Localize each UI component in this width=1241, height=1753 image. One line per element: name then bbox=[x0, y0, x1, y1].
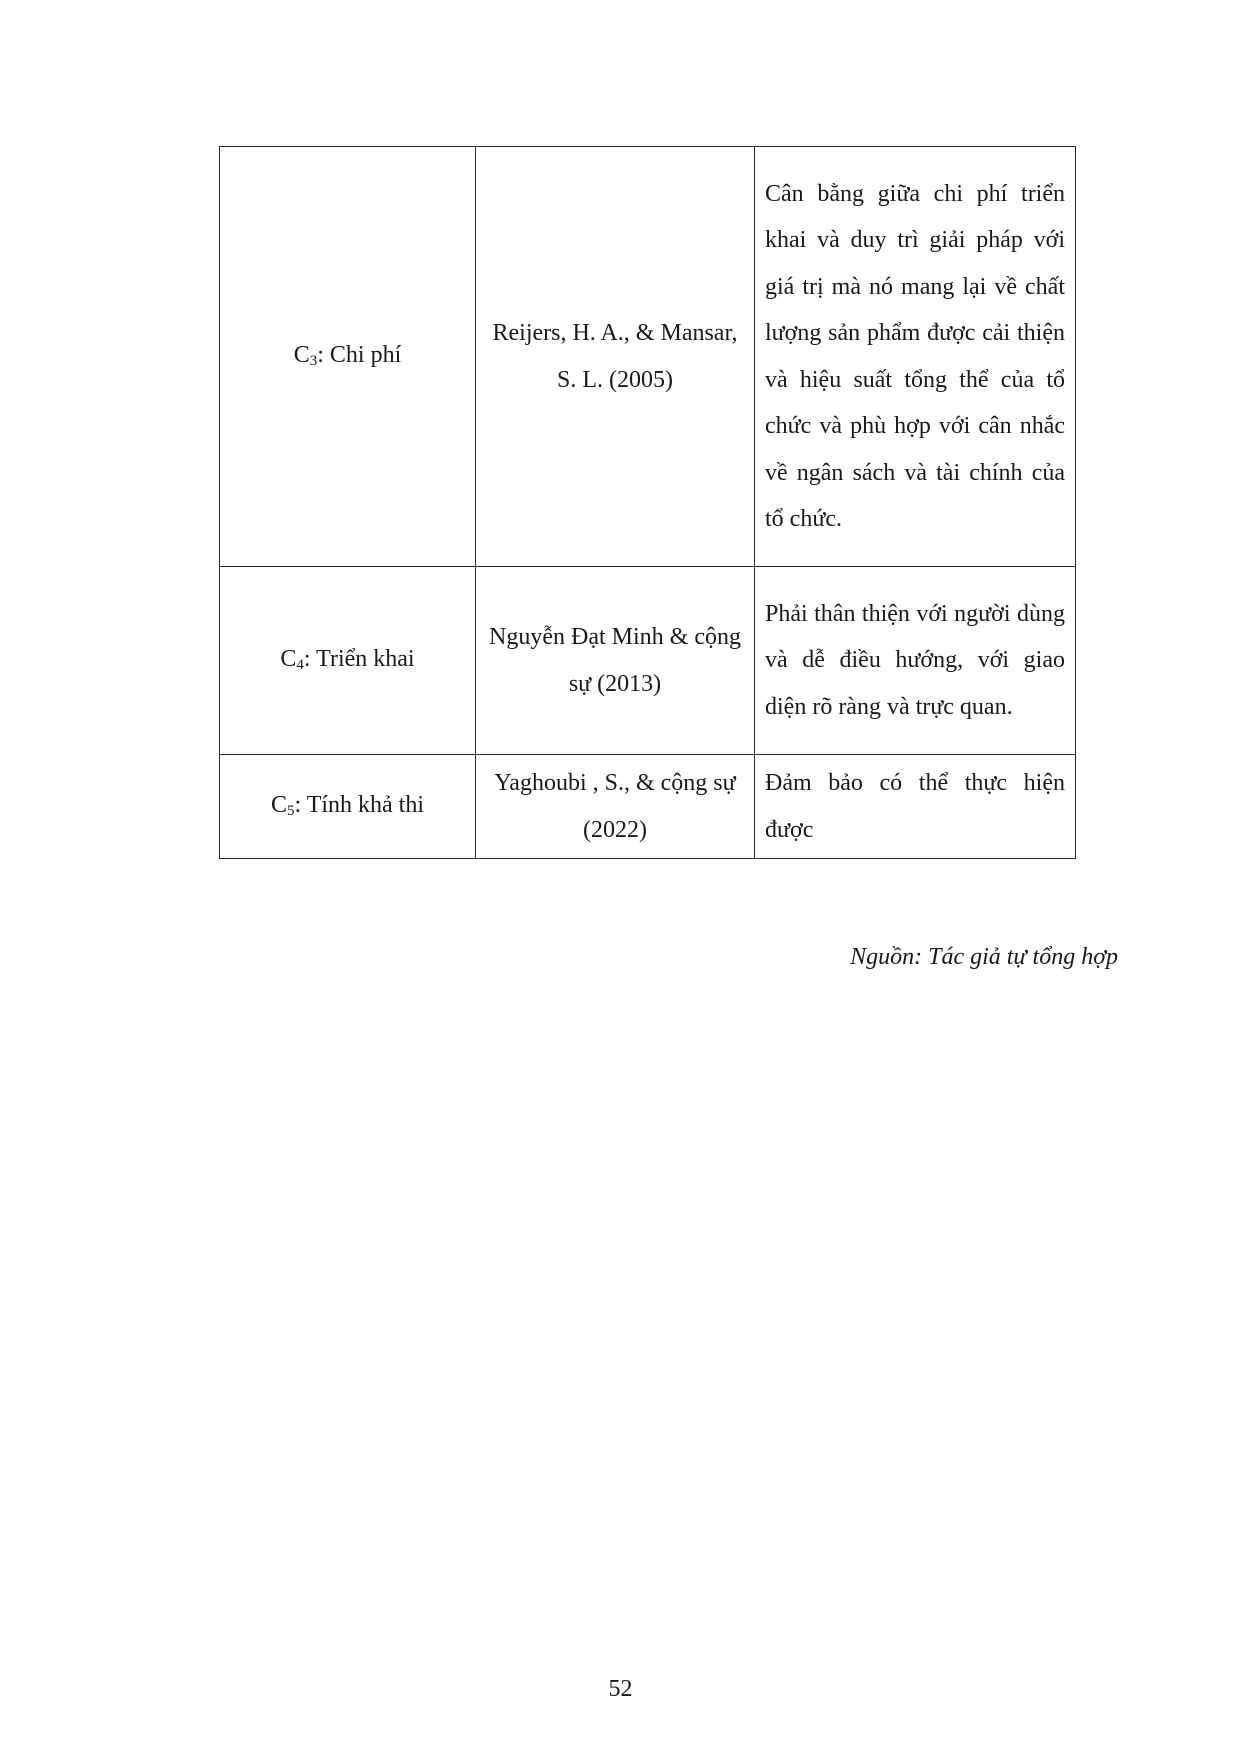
criterion-prefix: C bbox=[280, 645, 297, 672]
source-note: Nguồn: Tác giả tự tổng hợp bbox=[850, 944, 1118, 970]
source-cell: Reijers, H. A., & Mansar, S. L. (2005) bbox=[476, 147, 755, 567]
criterion-cell bbox=[220, 755, 476, 859]
criteria-table bbox=[219, 146, 1076, 859]
description-cell: Đảm bảo có thể thực hiện được bbox=[755, 755, 1076, 859]
criterion-index: 4 bbox=[296, 656, 304, 673]
criterion-index: 5 bbox=[286, 802, 295, 819]
source-cell: Nguyễn Đạt Minh & cộng sự (2013) bbox=[476, 567, 755, 755]
criterion-label: : Tính khả thi bbox=[294, 791, 425, 818]
source-cell: Yaghoubi , S., & cộng sự (2022) bbox=[476, 755, 755, 859]
criterion-prefix: C bbox=[270, 791, 287, 818]
criterion-label: : Chi phí bbox=[317, 341, 402, 368]
table-row bbox=[220, 147, 1076, 567]
table-row bbox=[220, 755, 1076, 859]
description-cell: Phải thân thiện với người dùng và dễ điều hướng, với giao diện rõ ràng và trực quan. bbox=[755, 567, 1076, 755]
page-number: 52 bbox=[608, 1676, 633, 1702]
criterion-label: : Triển khai bbox=[303, 645, 415, 672]
criterion-prefix: C bbox=[293, 341, 310, 368]
criterion-cell bbox=[220, 567, 476, 755]
table-row bbox=[220, 567, 1076, 755]
criterion-index: 3 bbox=[309, 352, 318, 369]
description-cell: Cân bằng giữa chi phí triển khai và duy trì giải pháp với giá trị mà nó mang lại về chất lượng sản phẩm được cải thiện và hiệu suất tổng thể của tổ chức và phù hợp với cân nhắc về ngân sách và tài chính của tổ chức. bbox=[755, 147, 1076, 567]
criterion-cell bbox=[220, 147, 476, 567]
